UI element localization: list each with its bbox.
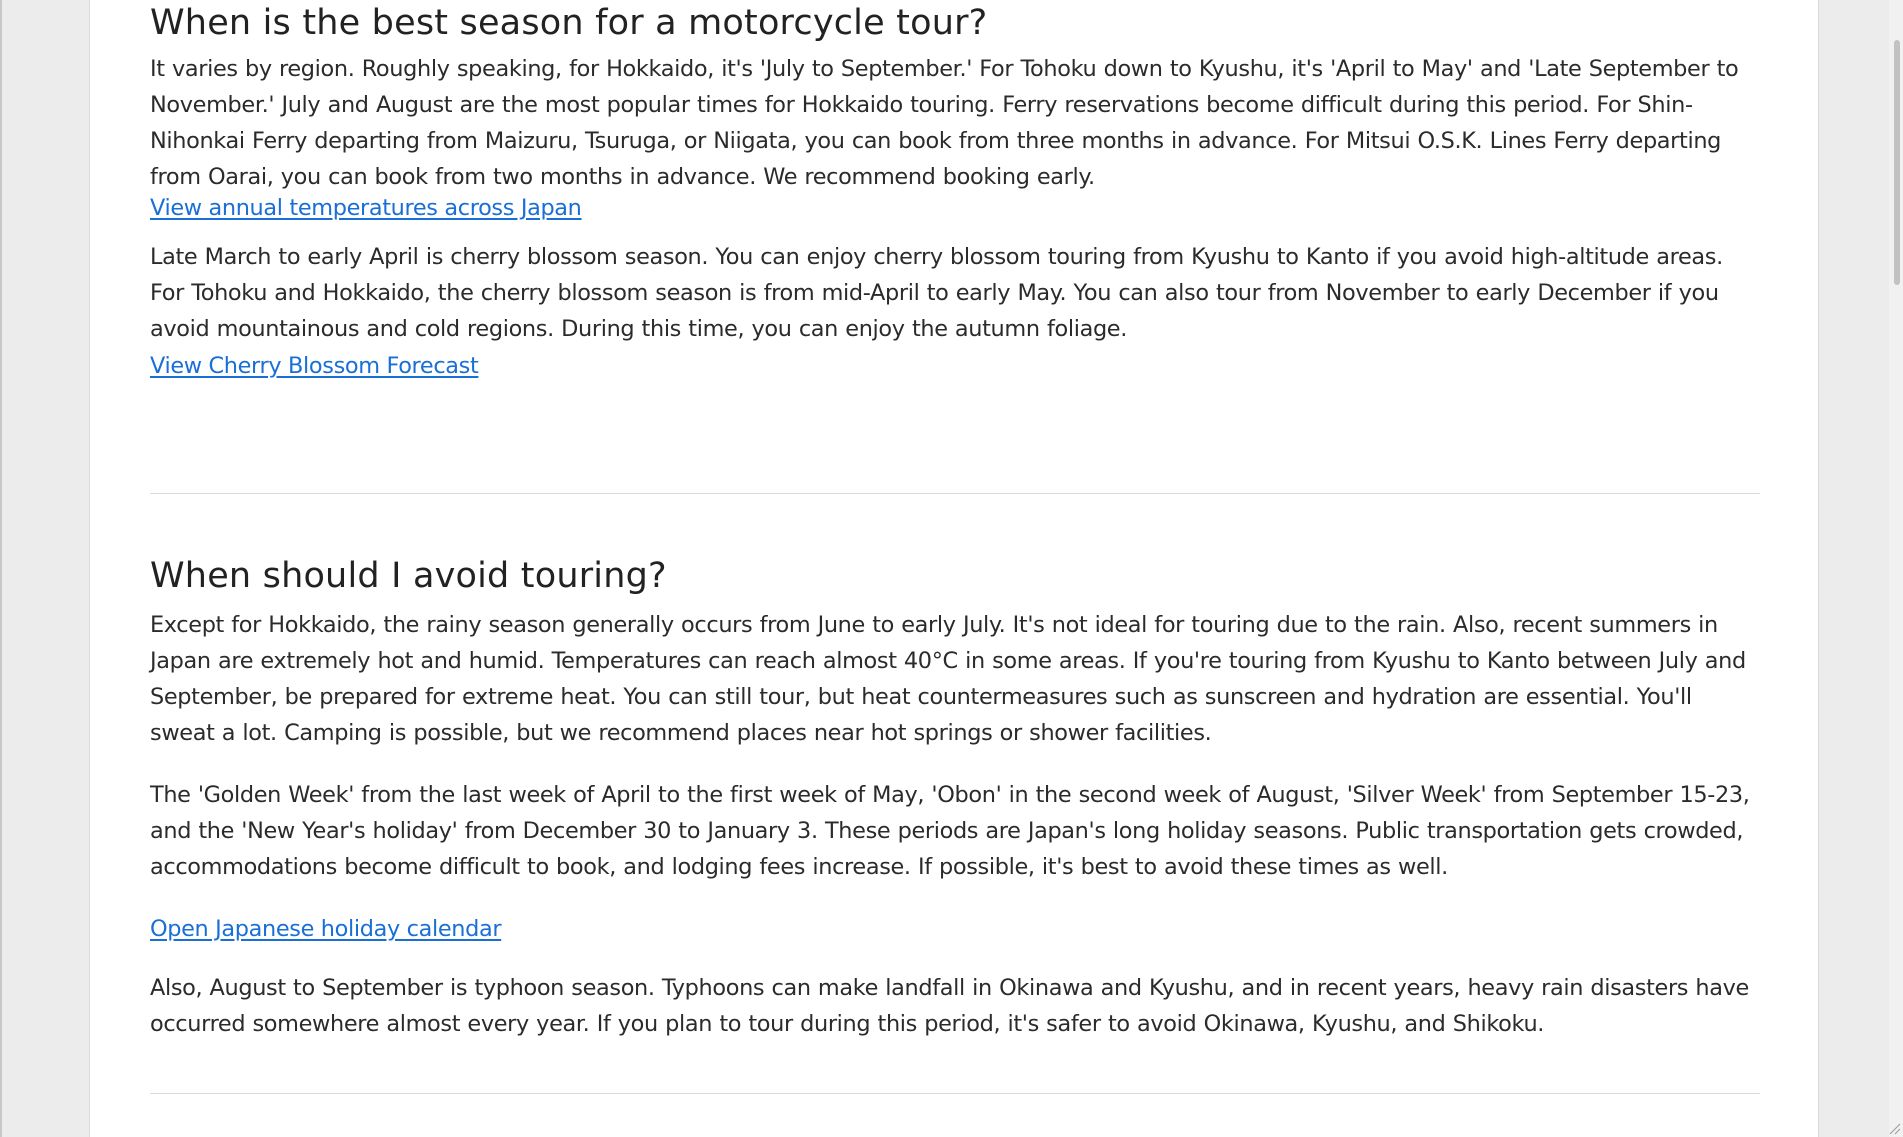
vertical-scrollbar[interactable] <box>1889 0 1903 1137</box>
annual-temperatures-link[interactable]: View annual temperatures across Japan <box>150 195 582 221</box>
best-season-paragraph-regions: It varies by region. Roughly speaking, for Hokkaido, it's 'July to September.' For Tohoku down to Kyushu, it's 'April to May' and 'Late September to November.' July and August are the most popular times for Hokkaido touring. Ferry reservations become difficult during this period. For Shin-Nihonkai Ferry departing from Maizuru, Tsuruga, or Niigata, you can book from three months in advance. For Mitsui O.S.K. Lines Ferry departing from Oarai, you can book from two months in advance. We recommend booking early. <box>150 56 1739 190</box>
cherry-blossom-forecast-link[interactable]: View Cherry Blossom Forecast <box>150 353 479 379</box>
avoid-touring-paragraph-holidays: The 'Golden Week' from the last week of April to the first week of May, 'Obon' in the second week of August, 'Silver Week' from September 15-23, and the 'New Year's holiday' from December 30 to January 3. These periods are Japan's long holiday seasons. Public transportation gets crowded, accommodations become difficult to book, and lodging fees increase. If possible, it's best to avoid these times as well. <box>150 782 1750 880</box>
section-divider <box>150 1093 1760 1094</box>
section-divider <box>150 493 1760 494</box>
japanese-holiday-calendar-link[interactable]: Open Japanese holiday calendar <box>150 916 502 942</box>
avoid-touring-paragraph-typhoon: Also, August to September is typhoon season. Typhoons can make landfall in Okinawa and Kyushu, and in recent years, heavy rain disasters have occurred somewhere almost every year. If you plan to tour during this period, it's safer to avoid Okinawa, Kyushu, and Shikoku. <box>150 975 1749 1037</box>
section-title-avoid-touring: When should I avoid touring? <box>150 556 667 596</box>
section-title-best-season: When is the best season for a motorcycle tour? <box>150 3 988 43</box>
faq-content-card <box>89 0 1819 1137</box>
best-season-paragraph-cherry-blossom: Late March to early April is cherry blossom season. You can enjoy cherry blossom touring from Kyushu to Kanto if you avoid high-altitude areas. For Tohoku and Hokkaido, the cherry blossom season is from mid-April to early May. You can also tour from November to early December if you avoid mountainous and cold regions. During this time, you can enjoy the autumn foliage. <box>150 244 1723 342</box>
avoid-touring-paragraph-rainy-season: Except for Hokkaido, the rainy season generally occurs from June to early July. It's not ideal for touring due to the rain. Also, recent summers in Japan are extremely hot and humid. Temperatures can reach almost 40°C in some areas. If you're touring from Kyushu to Kanto between July and September, be prepared for extreme heat. You can still tour, but heat countermeasures such as sunscreen and hydration are essential. You'll sweat a lot. Camping is possible, but we recommend places near hot springs or shower facilities. <box>150 612 1746 746</box>
resize-grip-icon[interactable] <box>1887 1121 1901 1135</box>
scrollbar-thumb[interactable] <box>1894 40 1900 285</box>
window-edge <box>0 0 2 1137</box>
